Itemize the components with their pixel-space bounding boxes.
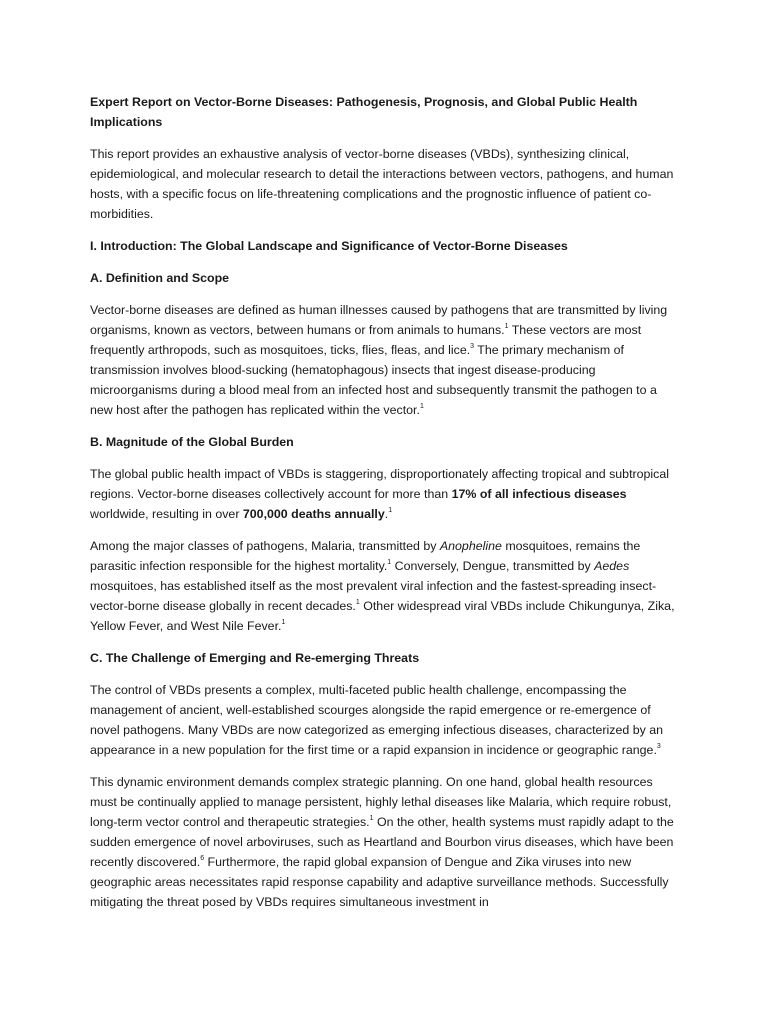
text-run: Among the major classes of pathogens, Malaria, transmitted by <box>90 539 440 553</box>
definition-paragraph <box>90 300 682 420</box>
section-1-heading: I. Introduction: The Global Landscape and Significance of Vector-Borne Diseases <box>90 239 568 253</box>
reference-marker: 6 <box>200 855 205 862</box>
reference-marker: 1 <box>387 559 392 566</box>
reference-marker: 1 <box>419 403 424 410</box>
text-run: Furthermore, the rapid global expansion of Dengue and Zika viruses into new geographic areas necessitates rapid response capability and adaptive surveillance methods. Successfully mitigating the threat posed by VBDs requires simultaneous investment in <box>90 855 669 909</box>
reference-marker: 1 <box>504 323 509 330</box>
text-run: The global public health impact of VBDs is staggering, disproportionately affecting tropical and subtropical regions. Vector-borne diseases collectively account for more than <box>90 467 670 501</box>
pathogens-paragraph <box>90 536 682 636</box>
reference-marker: 1 <box>388 507 393 514</box>
reference-marker: 3 <box>470 343 475 350</box>
reference-marker: 1 <box>369 815 374 822</box>
text-run: mosquitoes, remains the parasitic infection responsible for the highest mortality. <box>90 539 641 573</box>
section-b-heading: B. Magnitude of the Global Burden <box>90 435 294 449</box>
intro-paragraph: This report provides an exhaustive analysis of vector-borne diseases (VBDs), synthesizing clinical, epidemiological, and molecular research to detail the interactions between vectors, pathogens, and human hosts, with a specific focus on life-threatening complications and the prognostic influence of patient co-morbidities. <box>90 147 674 221</box>
text-run: Conversely, Dengue, transmitted by <box>391 559 595 573</box>
burden-paragraph <box>90 464 682 524</box>
text-run: . <box>384 507 389 521</box>
text-run: This dynamic environment demands complex strategic planning. On one hand, global health resources must be continually applied to manage persistent, highly lethal diseases like Malaria, which require robust, long-term vector control and therapeutic strategies. <box>90 775 672 829</box>
text-run: mosquitoes, has established itself as the most prevalent viral infection and the fastest-spreading insect-vector-borne disease globally in recent decades. <box>90 579 657 613</box>
strategy-paragraph <box>90 772 682 912</box>
reference-marker: 1 <box>355 599 360 606</box>
text-run: These vectors are most frequently arthropods, such as mosquitoes, ticks, flies, fleas, and lice. <box>90 323 642 357</box>
reference-marker: 1 <box>281 619 286 626</box>
emerging-threats-paragraph <box>90 680 682 760</box>
section-c-heading: C. The Challenge of Emerging and Re-emerging Threats <box>90 651 420 665</box>
italic-run: Aedes <box>594 559 630 573</box>
text-run: worldwide, resulting in over <box>90 507 243 521</box>
bold-run: 700,000 deaths annually <box>242 507 385 521</box>
reference-marker: 3 <box>656 743 661 750</box>
text-run: Vector-borne diseases are defined as human illnesses caused by pathogens that are transmitted by living organisms, known as vectors, between humans or from animals to humans. <box>90 303 668 337</box>
text-run: On the other, health systems must rapidly adapt to the sudden emergence of novel arboviruses, such as Heartland and Bourbon virus diseases, which have been recently discovered. <box>90 815 674 869</box>
text-run: Other widespread viral VBDs include Chikungunya, Zika, Yellow Fever, and West Nile Fever. <box>90 599 675 633</box>
text-run: The control of VBDs presents a complex, multi-faceted public health challenge, encompassing the management of ancient, well-established scourges alongside the rapid emergence or re-emergence of novel pathogens. Many VBDs are now categorized as emerging infectious diseases, characterized by an appearance in a new population for the first time or a rapid expansion in incidence or geographic range. <box>90 683 664 757</box>
bold-run: 17% of all infectious diseases <box>451 487 627 501</box>
document-title: Expert Report on Vector-Borne Diseases: Pathogenesis, Prognosis, and Global Public Health Implications <box>90 95 638 129</box>
section-a-heading: A. Definition and Scope <box>90 271 230 285</box>
text-run: The primary mechanism of transmission involves blood-sucking (hematophagous) insects that ingest disease-producing microorganisms during a blood meal from an infected host and subsequently transmit the pathogen to a new host after the pathogen has replicated within the vector. <box>90 343 657 417</box>
italic-run: Anopheline <box>439 539 502 553</box>
